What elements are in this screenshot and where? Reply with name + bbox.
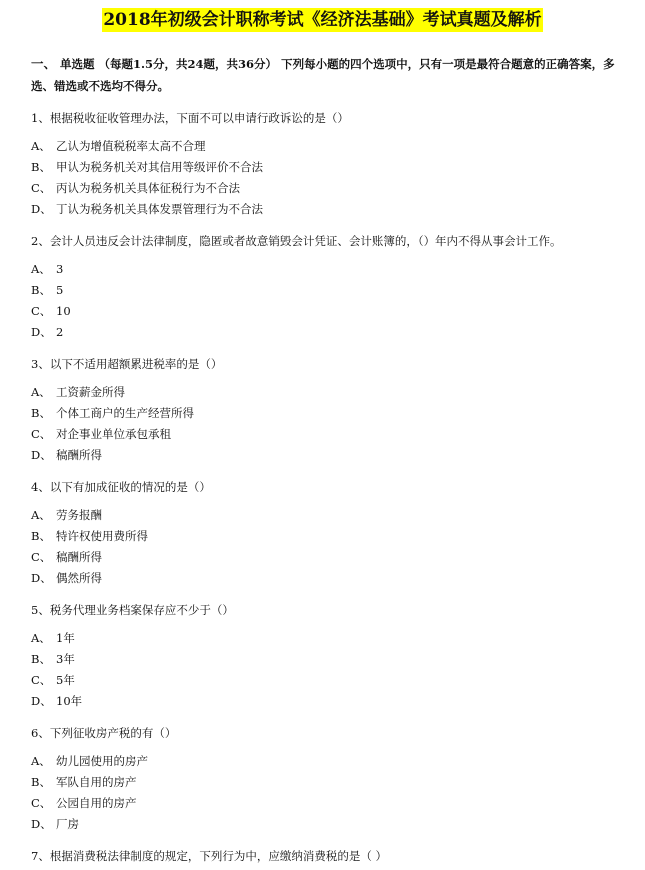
option-b: B、 特许权使用费所得 (31, 529, 148, 543)
option-b: B、 甲认为税务机关对其信用等级评价不合法 (31, 160, 263, 174)
option-d: D、 10年 (31, 694, 83, 708)
option-d: D、 稿酬所得 (31, 448, 102, 462)
option-b: B、 3年 (31, 652, 75, 666)
option-c: C、 5年 (31, 673, 75, 687)
question-text: 4、以下有加成征收的情况的是（） (31, 480, 211, 494)
option-d: D、 偶然所得 (31, 571, 102, 585)
option-d: D、 丁认为税务机关具体发票管理行为不合法 (31, 202, 263, 216)
option-b: B、 个体工商户的生产经营所得 (31, 406, 194, 420)
option-a: A、 工资薪金所得 (31, 385, 125, 399)
question-4 (31, 477, 623, 589)
option-a: A、 劳务报酬 (31, 508, 102, 522)
section-header (31, 53, 623, 97)
question-text: 6、下列征收房产税的有（） (31, 726, 177, 740)
option-c: C、 丙认为税务机关具体征税行为不合法 (31, 181, 240, 195)
section-instructions: 下列每小题的四个选项中，只有一项是最符合题意的正确答案，多选、错选或不选均不得分。 (31, 57, 615, 93)
option-c: C、 公园自用的房产 (31, 796, 137, 810)
section-info: （每题1.5分，共24题，共36分） (98, 57, 278, 71)
section-number: 一、 (31, 56, 57, 71)
question-text: 2、会计人员违反会计法律制度，隐匿或者故意销毁会计凭证、会计账簿的，（）年内不得从事会计工作。 (31, 234, 562, 248)
option-c: C、 对企事业单位承包承租 (31, 427, 171, 441)
option-d: D、 厂房 (31, 817, 79, 831)
question-text: 1、根据税收征收管理办法，下面不可以申请行政诉讼的是（） (31, 111, 349, 125)
question-1 (31, 108, 623, 220)
option-b: B、 军队自用的房产 (31, 775, 137, 789)
question-2 (31, 231, 623, 343)
option-c: C、 稿酬所得 (31, 550, 102, 564)
question-3 (31, 354, 623, 466)
question-text: 7、根据消费税法律制度的规定，下列行为中，应缴纳消费税的是（ ） (31, 849, 387, 863)
option-c: C、 10 (31, 304, 71, 318)
question-7 (31, 846, 623, 867)
option-b: B、 5 (31, 283, 64, 297)
section-name: 单选题 (60, 57, 95, 71)
option-a: A、 3 (31, 262, 64, 276)
question-text: 3、以下不适用超额累进税率的是（） (31, 357, 223, 371)
title-wrap (0, 8, 645, 32)
question-6 (31, 723, 623, 835)
page-title: 2018年初级会计职称考试《经济法基础》考试真题及解析 (103, 10, 542, 30)
option-a: A、 1年 (31, 631, 75, 645)
option-a: A、 幼儿园使用的房产 (31, 754, 148, 768)
option-d: D、 2 (31, 325, 64, 339)
question-text: 5、税务代理业务档案保存应不少于（） (31, 603, 234, 617)
option-a: A、 乙认为增值税税率太高不合理 (31, 139, 206, 153)
question-5 (31, 600, 623, 712)
